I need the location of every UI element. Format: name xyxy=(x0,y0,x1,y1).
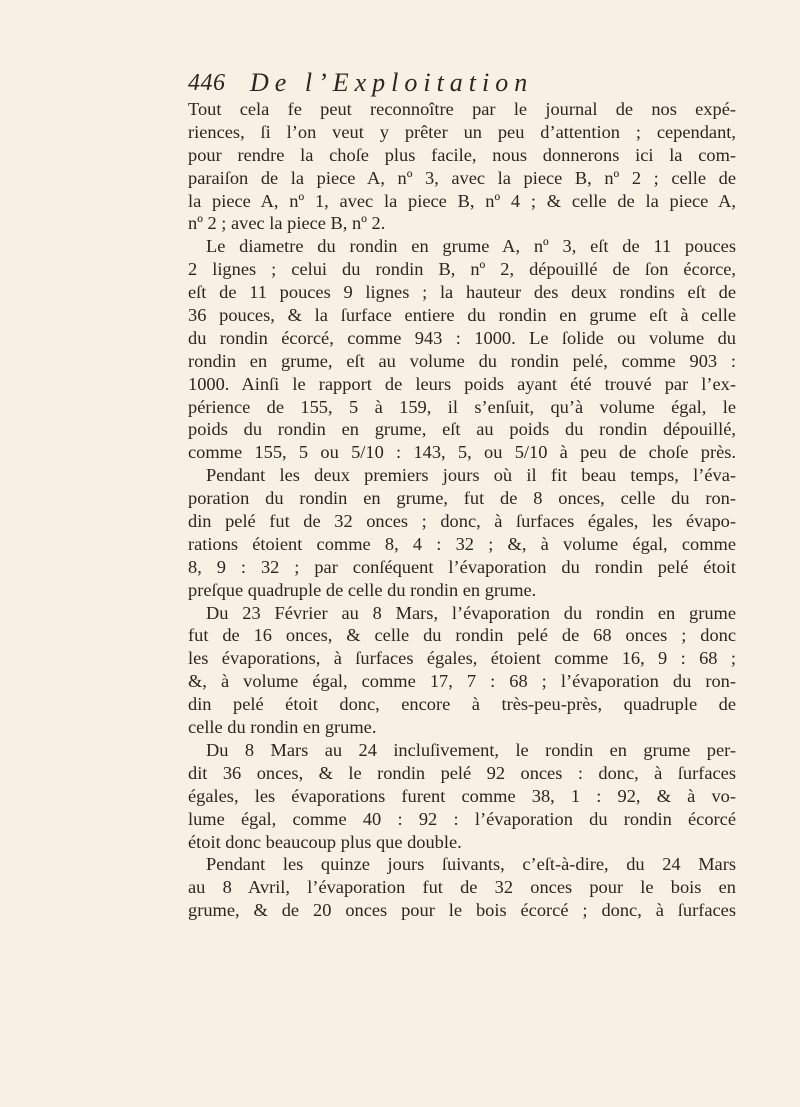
text-line: 2 lignes ; celui du rondin B, nº 2, dépouillé de ſon écorce, xyxy=(188,259,736,280)
text-line: rations étoient comme 8, 4 : 32 ; &, à volume égal, comme xyxy=(188,533,736,554)
text-line: celle du rondin en grume. xyxy=(188,717,377,738)
text-line: dit 36 onces, & le rondin pelé 92 onces : donc, à ſurfaces xyxy=(188,762,736,783)
text-line: poids du rondin en grume, eſt au poids du rondin dépouillé, xyxy=(188,419,736,440)
text-line: Le diametre du rondin en grume A, nº 3, eſt de 11 pouces xyxy=(206,236,736,257)
text-line: étoit donc beaucoup plus que double. xyxy=(188,831,462,852)
paragraph xyxy=(188,602,736,739)
text-line: paraiſon de la piece A, nº 3, avec la piece B, nº 2 ; celle de xyxy=(188,167,736,188)
text-line: &, à volume égal, comme 17, 7 : 68 ; l’évaporation du ron- xyxy=(188,671,736,692)
text-line: du rondin écorcé, comme 943 : 1000. Le ſolide ou volume du xyxy=(188,327,736,348)
text-line: Du 8 Mars au 24 incluſivement, le rondin en grume per- xyxy=(206,739,736,760)
paragraph xyxy=(188,235,736,464)
running-title: De l’Exploitation xyxy=(250,68,534,97)
text-line: 8, 9 : 32 ; par conſéquent l’évaporation du rondin pelé étoit xyxy=(188,556,736,577)
body-text xyxy=(188,98,736,922)
text-line: Pendant les quinze jours ſuivants, c’eſt-à-dire, du 24 Mars xyxy=(206,854,736,875)
text-line: comme 155, 5 ou 5/10 : 143, 5, ou 5/10 à peu de choſe près. xyxy=(188,442,736,463)
text-line: 36 pouces, & la ſurface entiere du rondin en grume eſt à celle xyxy=(188,305,736,326)
text-line: nº 2 ; avec la piece B, nº 2. xyxy=(188,213,386,234)
running-head xyxy=(188,68,658,102)
text-line: au 8 Avril, l’évaporation fut de 32 onces pour le bois en xyxy=(188,877,736,898)
text-line: périence de 155, 5 à 159, il s’enſuit, qu’à volume égal, le xyxy=(188,396,736,417)
text-line: Du 23 Février au 8 Mars, l’évaporation du rondin en grume xyxy=(206,602,736,623)
text-line: eſt de 11 pouces 9 lignes ; la hauteur des deux rondins eſt de xyxy=(188,282,736,303)
text-line: din pelé fut de 32 onces ; donc, à ſurfaces égales, les évapo- xyxy=(188,511,736,532)
text-line: rondin en grume, eſt au volume du rondin pelé, comme 903 : xyxy=(188,350,736,371)
paragraph xyxy=(188,464,736,601)
text-line: égales, les évaporations furent comme 38, 1 : 92, & à vo- xyxy=(188,785,736,806)
text-line: pour rendre la choſe plus facile, nous donnerons ici la com- xyxy=(188,144,736,165)
paragraph xyxy=(188,739,736,853)
paragraph xyxy=(188,98,736,235)
text-line: lume égal, comme 40 : 92 : l’évaporation du rondin écorcé xyxy=(188,808,736,829)
text-line: Tout cela fe peut reconnoître par le journal de nos expé- xyxy=(188,99,736,119)
page-number: 446 xyxy=(188,70,226,96)
text-line: la piece A, nº 1, avec la piece B, nº 4 ; & celle de la piece A, xyxy=(188,190,736,211)
paragraph xyxy=(188,853,736,922)
text-line: riences, ſi l’on veut y prêter un peu d’attention ; cependant, xyxy=(188,121,736,142)
text-line: 1000. Ainſi le rapport de leurs poids ayant été trouvé par l’ex- xyxy=(188,373,736,394)
text-line: poration du rondin en grume, fut de 8 onces, celle du ron- xyxy=(188,488,736,509)
text-line: Pendant les deux premiers jours où il fit beau temps, l’éva- xyxy=(206,465,736,486)
text-line: les évaporations, à ſurfaces égales, étoient comme 16, 9 : 68 ; xyxy=(188,648,736,669)
text-line: fut de 16 onces, & celle du rondin pelé de 68 onces ; donc xyxy=(188,625,736,646)
text-line: preſque quadruple de celle du rondin en grume. xyxy=(188,579,537,600)
text-line: din pelé étoit donc, encore à très-peu-près, quadruple de xyxy=(188,694,736,715)
text-line: grume, & de 20 onces pour le bois écorcé ; donc, à ſurfaces xyxy=(188,900,736,921)
